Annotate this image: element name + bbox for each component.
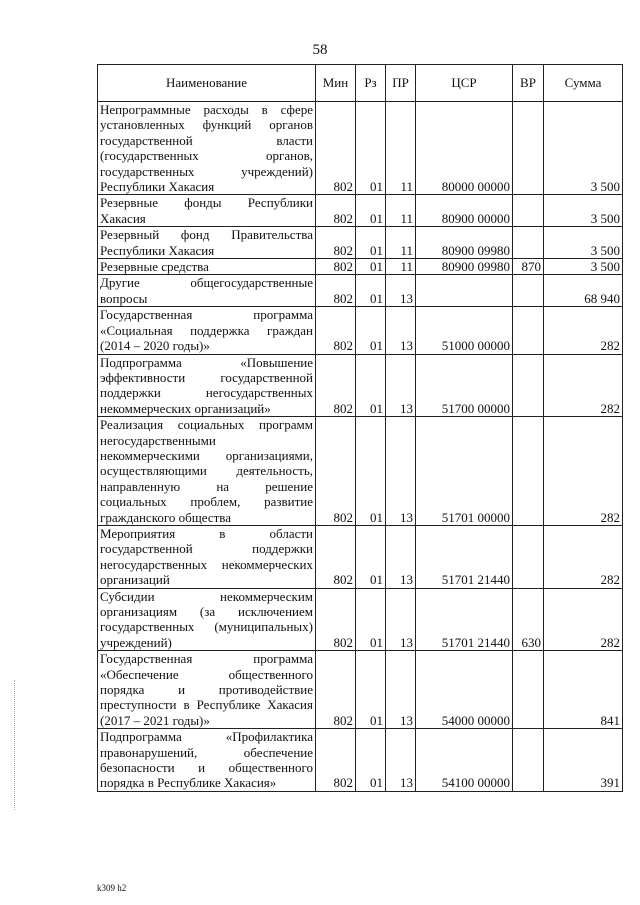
cell-pr: 13 [386,729,416,792]
footer-code: k309 h2 [97,883,127,893]
cell-pr: 13 [386,525,416,588]
cell-pr: 13 [386,651,416,729]
cell-csr: 80900 09980 [416,227,513,259]
cell-rz: 01 [356,588,386,651]
cell-csr: 80900 00000 [416,195,513,227]
cell-csr: 51701 00000 [416,417,513,526]
cell-csr: 51701 21440 [416,525,513,588]
cell-rz: 01 [356,275,386,307]
cell-sum: 282 [544,417,623,526]
cell-name: Резервный фонд Правительства Республики Хакасия [98,227,316,259]
budget-table [97,64,623,792]
cell-min: 802 [316,729,356,792]
cell-csr: 54100 00000 [416,729,513,792]
table-row [98,651,623,729]
cell-rz: 01 [356,525,386,588]
cell-name: Резервные средства [98,259,316,275]
cell-name: Подпрограмма «Профилактика правонарушений, обеспечение безопасности и общественного порядка в Республике Хакасия» [98,729,316,792]
cell-rz: 01 [356,354,386,417]
cell-name: Резервные фонды Республики Хакасия [98,195,316,227]
cell-pr: 13 [386,354,416,417]
cell-min: 802 [316,525,356,588]
cell-csr: 51701 21440 [416,588,513,651]
cell-sum: 282 [544,307,623,354]
header-csr: ЦСР [416,65,513,102]
cell-sum: 282 [544,525,623,588]
table-row [98,354,623,417]
cell-sum: 282 [544,588,623,651]
table-header-row [98,65,623,102]
cell-vr [513,354,544,417]
cell-pr: 13 [386,588,416,651]
cell-rz: 01 [356,417,386,526]
cell-sum: 391 [544,729,623,792]
cell-pr: 11 [386,102,416,195]
table-row [98,275,623,307]
cell-min: 802 [316,354,356,417]
table-row [98,417,623,526]
table-row [98,195,623,227]
cell-min: 802 [316,651,356,729]
header-vr: ВР [513,65,544,102]
table-row [98,525,623,588]
cell-vr [513,525,544,588]
cell-sum: 3 500 [544,227,623,259]
cell-vr [513,102,544,195]
cell-vr: 630 [513,588,544,651]
header-pr: ПР [386,65,416,102]
cell-vr [513,417,544,526]
cell-rz: 01 [356,729,386,792]
cell-sum: 841 [544,651,623,729]
cell-min: 802 [316,588,356,651]
cell-sum: 68 940 [544,275,623,307]
cell-csr: 54000 00000 [416,651,513,729]
cell-rz: 01 [356,259,386,275]
cell-pr: 13 [386,275,416,307]
table-row [98,259,623,275]
cell-vr [513,307,544,354]
table-body [98,102,623,792]
cell-csr [416,275,513,307]
cell-min: 802 [316,227,356,259]
scan-edge-mark [14,680,16,810]
cell-csr: 80000 00000 [416,102,513,195]
cell-name: Мероприятия в области государственной поддержки негосударственных некоммерческих организаций [98,525,316,588]
cell-sum: 3 500 [544,259,623,275]
cell-pr: 11 [386,195,416,227]
cell-csr: 51000 00000 [416,307,513,354]
cell-name: Субсидии некоммерческим организациям (за исключением государственных (муниципальных) учреждений) [98,588,316,651]
cell-sum: 3 500 [544,195,623,227]
cell-min: 802 [316,307,356,354]
table-row [98,307,623,354]
cell-rz: 01 [356,651,386,729]
cell-name: Государственная программа «Социальная поддержка граждан (2014 – 2020 годы)» [98,307,316,354]
cell-min: 802 [316,259,356,275]
cell-min: 802 [316,102,356,195]
table-row [98,729,623,792]
cell-sum: 282 [544,354,623,417]
cell-name: Другие общегосударственные вопросы [98,275,316,307]
cell-sum: 3 500 [544,102,623,195]
cell-pr: 11 [386,259,416,275]
cell-min: 802 [316,275,356,307]
cell-vr [513,195,544,227]
cell-name: Государственная программа «Обеспечение общественного порядка и противодействие преступности в Республике Хакасия (2017 – 2021 годы)» [98,651,316,729]
cell-vr [513,729,544,792]
cell-vr: 870 [513,259,544,275]
header-min: Мин [316,65,356,102]
header-rz: Рз [356,65,386,102]
cell-csr: 80900 09980 [416,259,513,275]
cell-min: 802 [316,417,356,526]
cell-csr: 51700 00000 [416,354,513,417]
page-number: 58 [312,42,328,58]
cell-name: Подпрограмма «Повышение эффективности государственной поддержки негосударственных некоммерческих организаций» [98,354,316,417]
cell-vr [513,651,544,729]
cell-rz: 01 [356,102,386,195]
cell-name: Реализация социальных программ негосударственными некоммерческими организациями, осуществляющими деятельность, направленную на решение социальных проблем, развитие гражданского общества [98,417,316,526]
cell-name: Непрограммные расходы в сфере установленных функций органов государственной власти (государственных органов, государственных учреждений) Республики Хакасия [98,102,316,195]
cell-pr: 13 [386,417,416,526]
cell-rz: 01 [356,307,386,354]
cell-rz: 01 [356,195,386,227]
cell-vr [513,275,544,307]
cell-rz: 01 [356,227,386,259]
table-row [98,227,623,259]
cell-pr: 13 [386,307,416,354]
table-row [98,588,623,651]
cell-min: 802 [316,195,356,227]
table-row [98,102,623,195]
header-sum: Сумма [544,65,623,102]
header-name: Наименование [98,65,316,102]
cell-pr: 11 [386,227,416,259]
cell-vr [513,227,544,259]
